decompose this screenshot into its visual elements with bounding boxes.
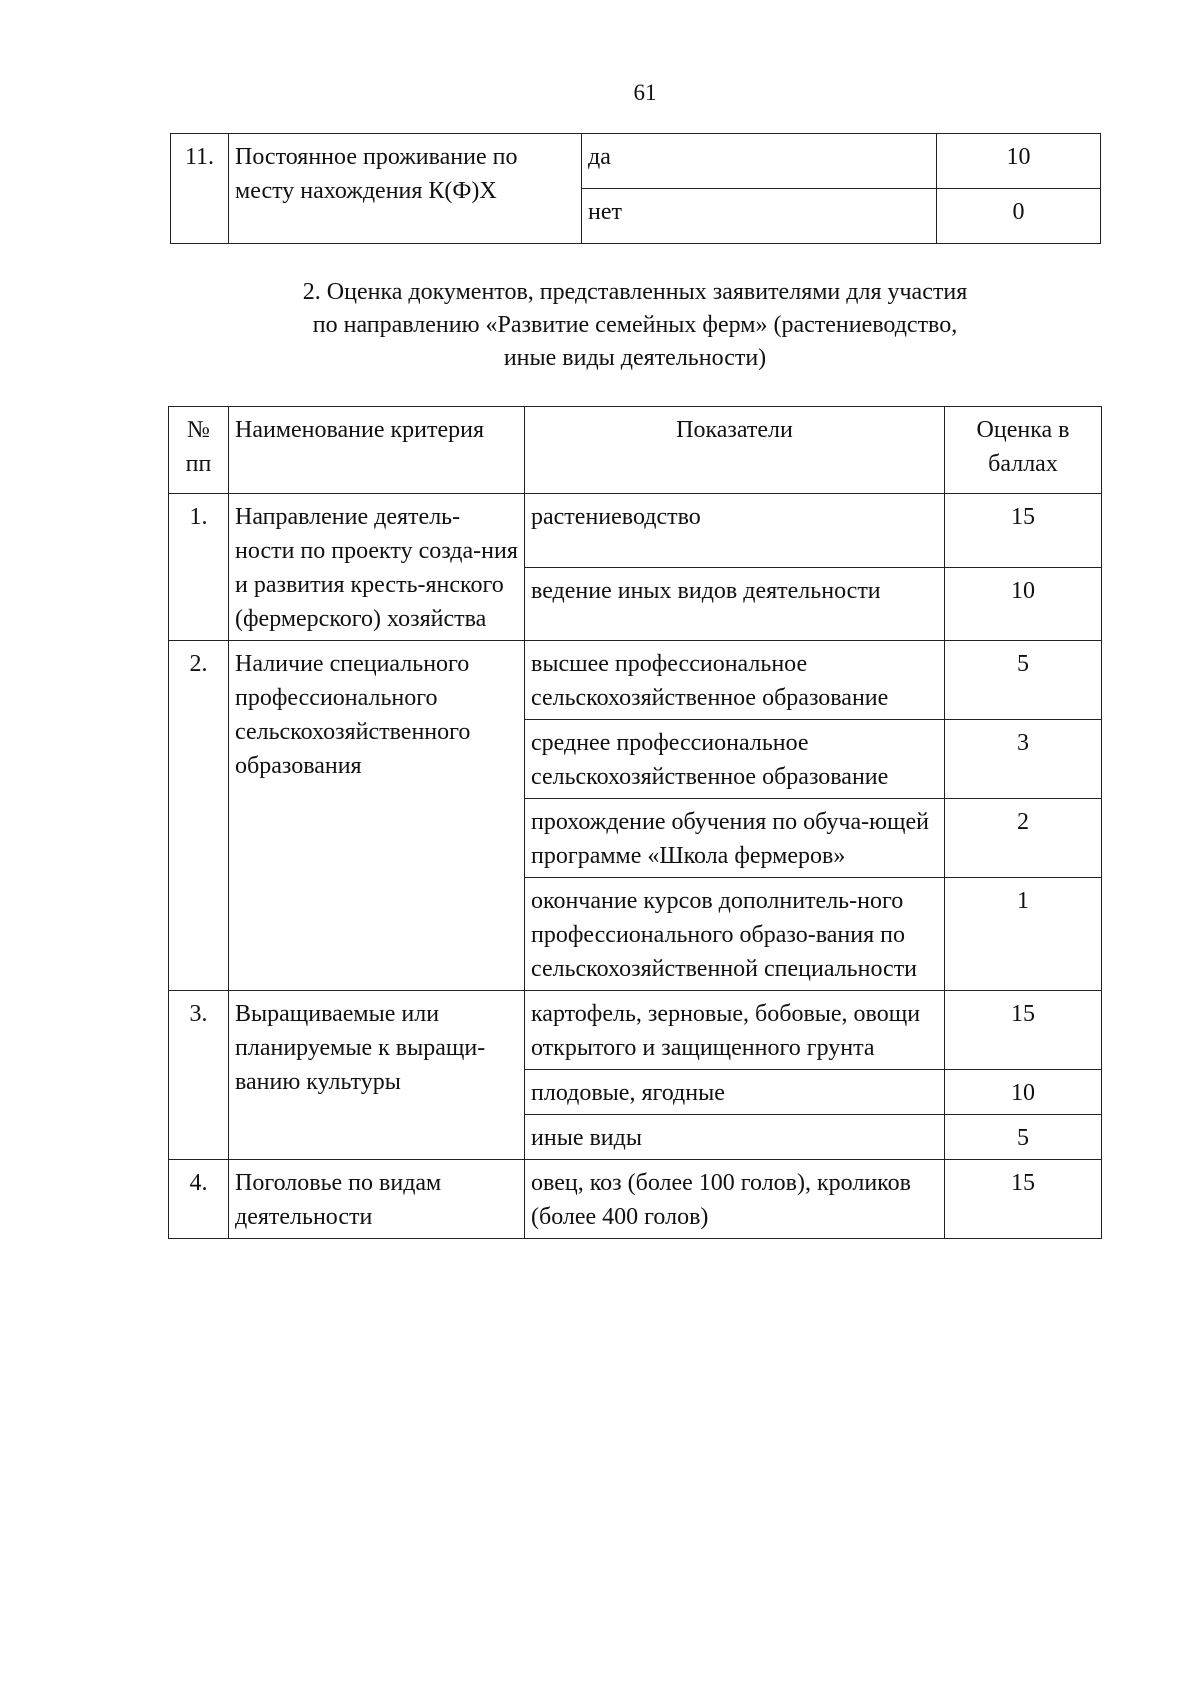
criterion-name: Поголовье по видам деятельности: [229, 1160, 525, 1239]
table-header-row: [169, 407, 1102, 494]
indicator-cell: да: [582, 134, 937, 189]
table-row: [169, 641, 1102, 720]
indicator-cell: прохождение обучения по обуча-ющей программе «Школа фермеров»: [525, 799, 945, 878]
indicator-cell: ведение иных видов деятельности: [525, 567, 945, 641]
score-cell: 10: [945, 1070, 1102, 1115]
score-cell: 2: [945, 799, 1102, 878]
header-number: № пп: [169, 407, 229, 494]
criteria-table-continued: [170, 133, 1101, 244]
criterion-name: Постоянное проживание по месту нахождения К(Ф)Х: [229, 134, 582, 244]
row-number: 4.: [169, 1160, 229, 1239]
score-cell: 5: [945, 641, 1102, 720]
criterion-name: Выращиваемые или планируемые к выращи-ванию культуры: [229, 991, 525, 1160]
criterion-name: Наличие специального профессионального сельскохозяйственного образования: [229, 641, 525, 991]
section-title-line: по направлению «Развитие семейных ферм» (растениеводство,: [312, 312, 958, 338]
section-title-line: 2. Оценка документов, представленных заявителями для участия: [302, 279, 968, 305]
header-indicators: Показатели: [525, 407, 945, 494]
score-cell: 10: [945, 567, 1102, 641]
criteria-table: [168, 406, 1102, 1239]
score-cell: 15: [945, 494, 1102, 568]
indicator-cell: растениеводство: [525, 494, 945, 568]
table-row: [169, 991, 1102, 1070]
score-cell: 15: [945, 991, 1102, 1070]
indicator-cell: нет: [582, 189, 937, 244]
table-row: [171, 134, 1101, 189]
score-cell: 0: [937, 189, 1101, 244]
indicator-cell: среднее профессиональное сельскохозяйственное образование: [525, 720, 945, 799]
criterion-name: Направление деятель-ности по проекту созда-ния и развития кресть-янского (фермерского) хозяйства: [229, 494, 525, 641]
indicator-cell: окончание курсов дополнитель-ного профессионального образо-вания по сельскохозяйственной специальности: [525, 878, 945, 991]
page-number: 61: [633, 80, 657, 105]
section-title: [170, 276, 1100, 375]
indicator-cell: высшее профессиональное сельскохозяйственное образование: [525, 641, 945, 720]
indicator-cell: картофель, зерновые, бобовые, овощи открытого и защищенного грунта: [525, 991, 945, 1070]
row-number: 3.: [169, 991, 229, 1160]
indicator-cell: иные виды: [525, 1115, 945, 1160]
score-cell: 1: [945, 878, 1102, 991]
row-number: 11.: [171, 134, 229, 244]
score-cell: 3: [945, 720, 1102, 799]
header-criterion: Наименование критерия: [229, 407, 525, 494]
indicator-cell: овец, коз (более 100 голов), кроликов (более 400 голов): [525, 1160, 945, 1239]
score-cell: 15: [945, 1160, 1102, 1239]
row-number: 1.: [169, 494, 229, 641]
table-row: [169, 1160, 1102, 1239]
indicator-cell: плодовые, ягодные: [525, 1070, 945, 1115]
row-number: 2.: [169, 641, 229, 991]
table-row: [169, 494, 1102, 568]
header-score: Оценка в баллах: [945, 407, 1102, 494]
section-title-line: иные виды деятельности): [503, 345, 767, 371]
score-cell: 5: [945, 1115, 1102, 1160]
score-cell: 10: [937, 134, 1101, 189]
